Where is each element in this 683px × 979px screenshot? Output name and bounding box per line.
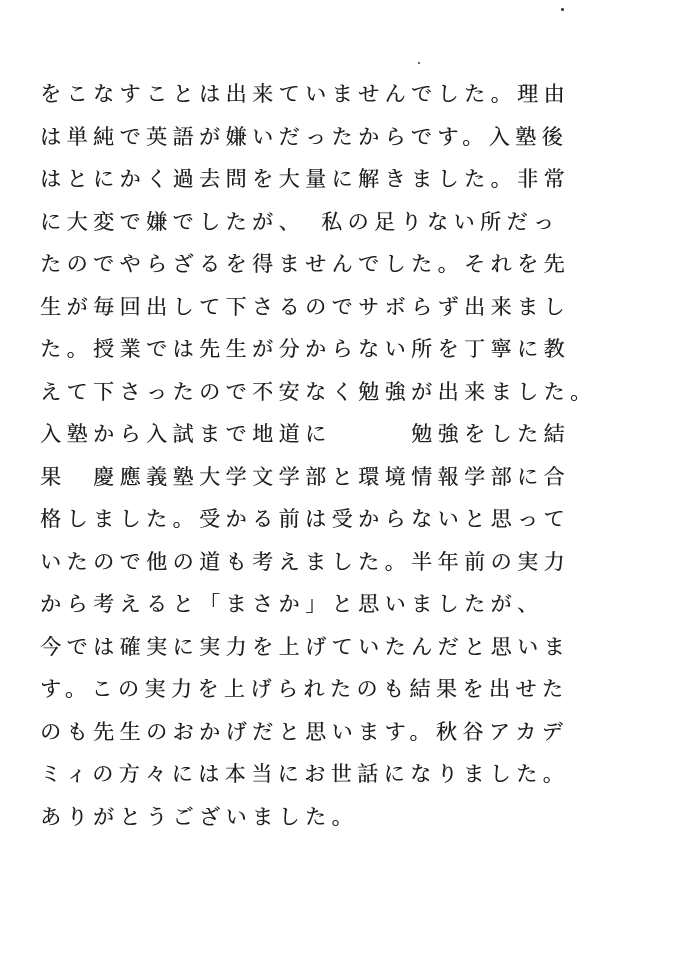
letter-line: えて下さったので不安なく勉強が出来ました。 [40,379,597,404]
handwritten-letter-body [40,73,670,838]
letter-line: をこなすことは出来ていませんでした。理由 [40,82,570,106]
letter-line: ミィの方々には本当にお世話になりました。 [40,762,570,786]
letter-line: 果 慶應義塾大学文学部と環境情報学部に合 [40,464,570,489]
letter-line: ありがとうございました。 [40,804,358,829]
letter-line: 今では確実に実力を上げていたんだと思いま [40,634,570,659]
letter-line: 格しました。受かる前は受からないと思って [40,507,570,531]
letter-line: 生が毎回出して下さるのでサボらず出来まし [40,294,570,319]
letter-line: た。授業では先生が分からない所を丁寧に教 [40,337,570,361]
letter-line: のも先生のおかげだと思います。秋谷アカデ [40,719,569,744]
letter-line: たのでやらざるを得ませんでした。それを先 [40,252,570,276]
letter-line: に大変で嫌でしたが、 私の足りない所だっ [40,209,560,234]
scan-speck [561,8,564,11]
letter-line: はとにかく過去問を大量に解きました。非常 [40,167,570,191]
letter-line: から考えると「まさか」と思いましたが、 [40,592,544,616]
letter-line: いたので他の道も考えました。半年前の実力 [40,549,570,574]
scan-speck [418,62,420,64]
letter-line: す。この実力を上げられたのも結果を出せた [40,677,569,701]
letter-line: は単純で英語が嫌いだったからです。入塾後 [40,124,569,149]
letter-line: 入塾から入試まで地道に 勉強をした結 [40,422,570,446]
